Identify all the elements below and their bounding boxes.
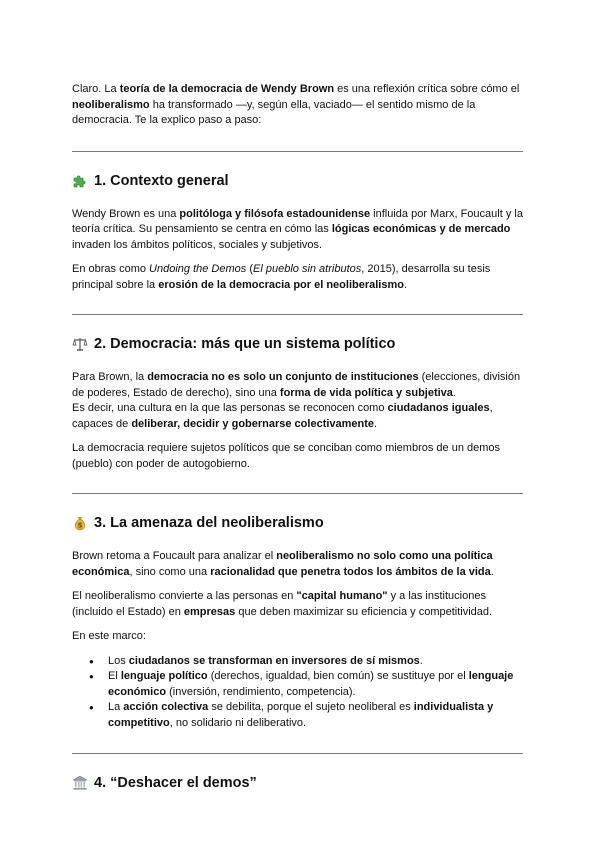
list-item: ● Los ciudadanos se transforman en inversores de sí mismos. (72, 654, 528, 670)
paragraph: En obras como Undoing the Demos (El pueblo sin atributos, 2015), desarrolla su tesis principal sobre la erosión de la democracia por el neoliberalismo. (72, 263, 491, 291)
section-title: 4. “Deshacer el demos” (94, 775, 257, 791)
paragraph: Para Brown, la democracia no es solo un conjunto de instituciones (elecciones, división de poderes, Estado de derecho), sino una forma de vida política y subjetiva. Es decir, una cultura en la que las personas se reconocen como ciudadanos iguales, capaces de deliberar, decidir y gobernarse colectivamente. (72, 371, 521, 430)
section-divider (72, 314, 523, 315)
classical-building-icon (72, 775, 88, 791)
bullet-list (72, 654, 528, 732)
money-bag-icon (72, 515, 88, 531)
section-heading-1 (72, 172, 528, 190)
section-title: 3. La amenaza del neoliberalismo (94, 515, 324, 531)
section-heading-2 (72, 335, 528, 353)
section-heading-4 (72, 774, 528, 792)
intro-paragraph: Claro. La teoría de la democracia de Wendy Brown es una reflexión crítica sobre cómo el neoliberalismo ha transformado —y, según ella, vaciado— el sentido mismo de la democracia. Te la explico paso a paso: (72, 83, 520, 126)
puzzle-piece-icon (72, 173, 88, 189)
balance-scale-icon (72, 336, 88, 352)
paragraph: En este marco: (72, 630, 146, 642)
section-divider (72, 493, 523, 494)
svg-text:$: $ (77, 521, 83, 530)
paragraph: La democracia requiere sujetos políticos que se conciban como miembros de un demos (pueblo) con poder de autogobierno. (72, 442, 501, 470)
section-divider (72, 753, 523, 754)
section-title: 1. Contexto general (94, 172, 229, 189)
paragraph: Wendy Brown es una politóloga y filósofa estadounidense influida por Marx, Foucault y la teoría crítica. Su pensamiento se centra en cómo las lógicas económicas y de mercado invaden los ámbitos políticos, sociales y subjetivos. (72, 207, 523, 251)
section-divider (72, 151, 523, 152)
list-item: ● La acción colectiva se debilita, porque el sujeto neoliberal es individualista y competitivo, no solidario ni deliberativo. (72, 700, 528, 731)
paragraph: Brown retoma a Foucault para analizar el neoliberalismo no solo como una política económica, sino como una racionalidad que penetra todos los ámbitos de la vida. (72, 550, 494, 578)
list-item: ● El lenguaje político (derechos, igualdad, bien común) se sustituye por el lenguaje económico (inversión, rendimiento, competencia). (72, 669, 528, 700)
document-body (72, 82, 528, 809)
paragraph: El neoliberalismo convierte a las personas en "capital humano" y a las instituciones (incluido el Estado) en empresas que deben maximizar su eficiencia y competitividad. (72, 590, 493, 618)
section-title: 2. Democracia: más que un sistema político (94, 336, 396, 352)
section-heading-3 (72, 514, 528, 532)
